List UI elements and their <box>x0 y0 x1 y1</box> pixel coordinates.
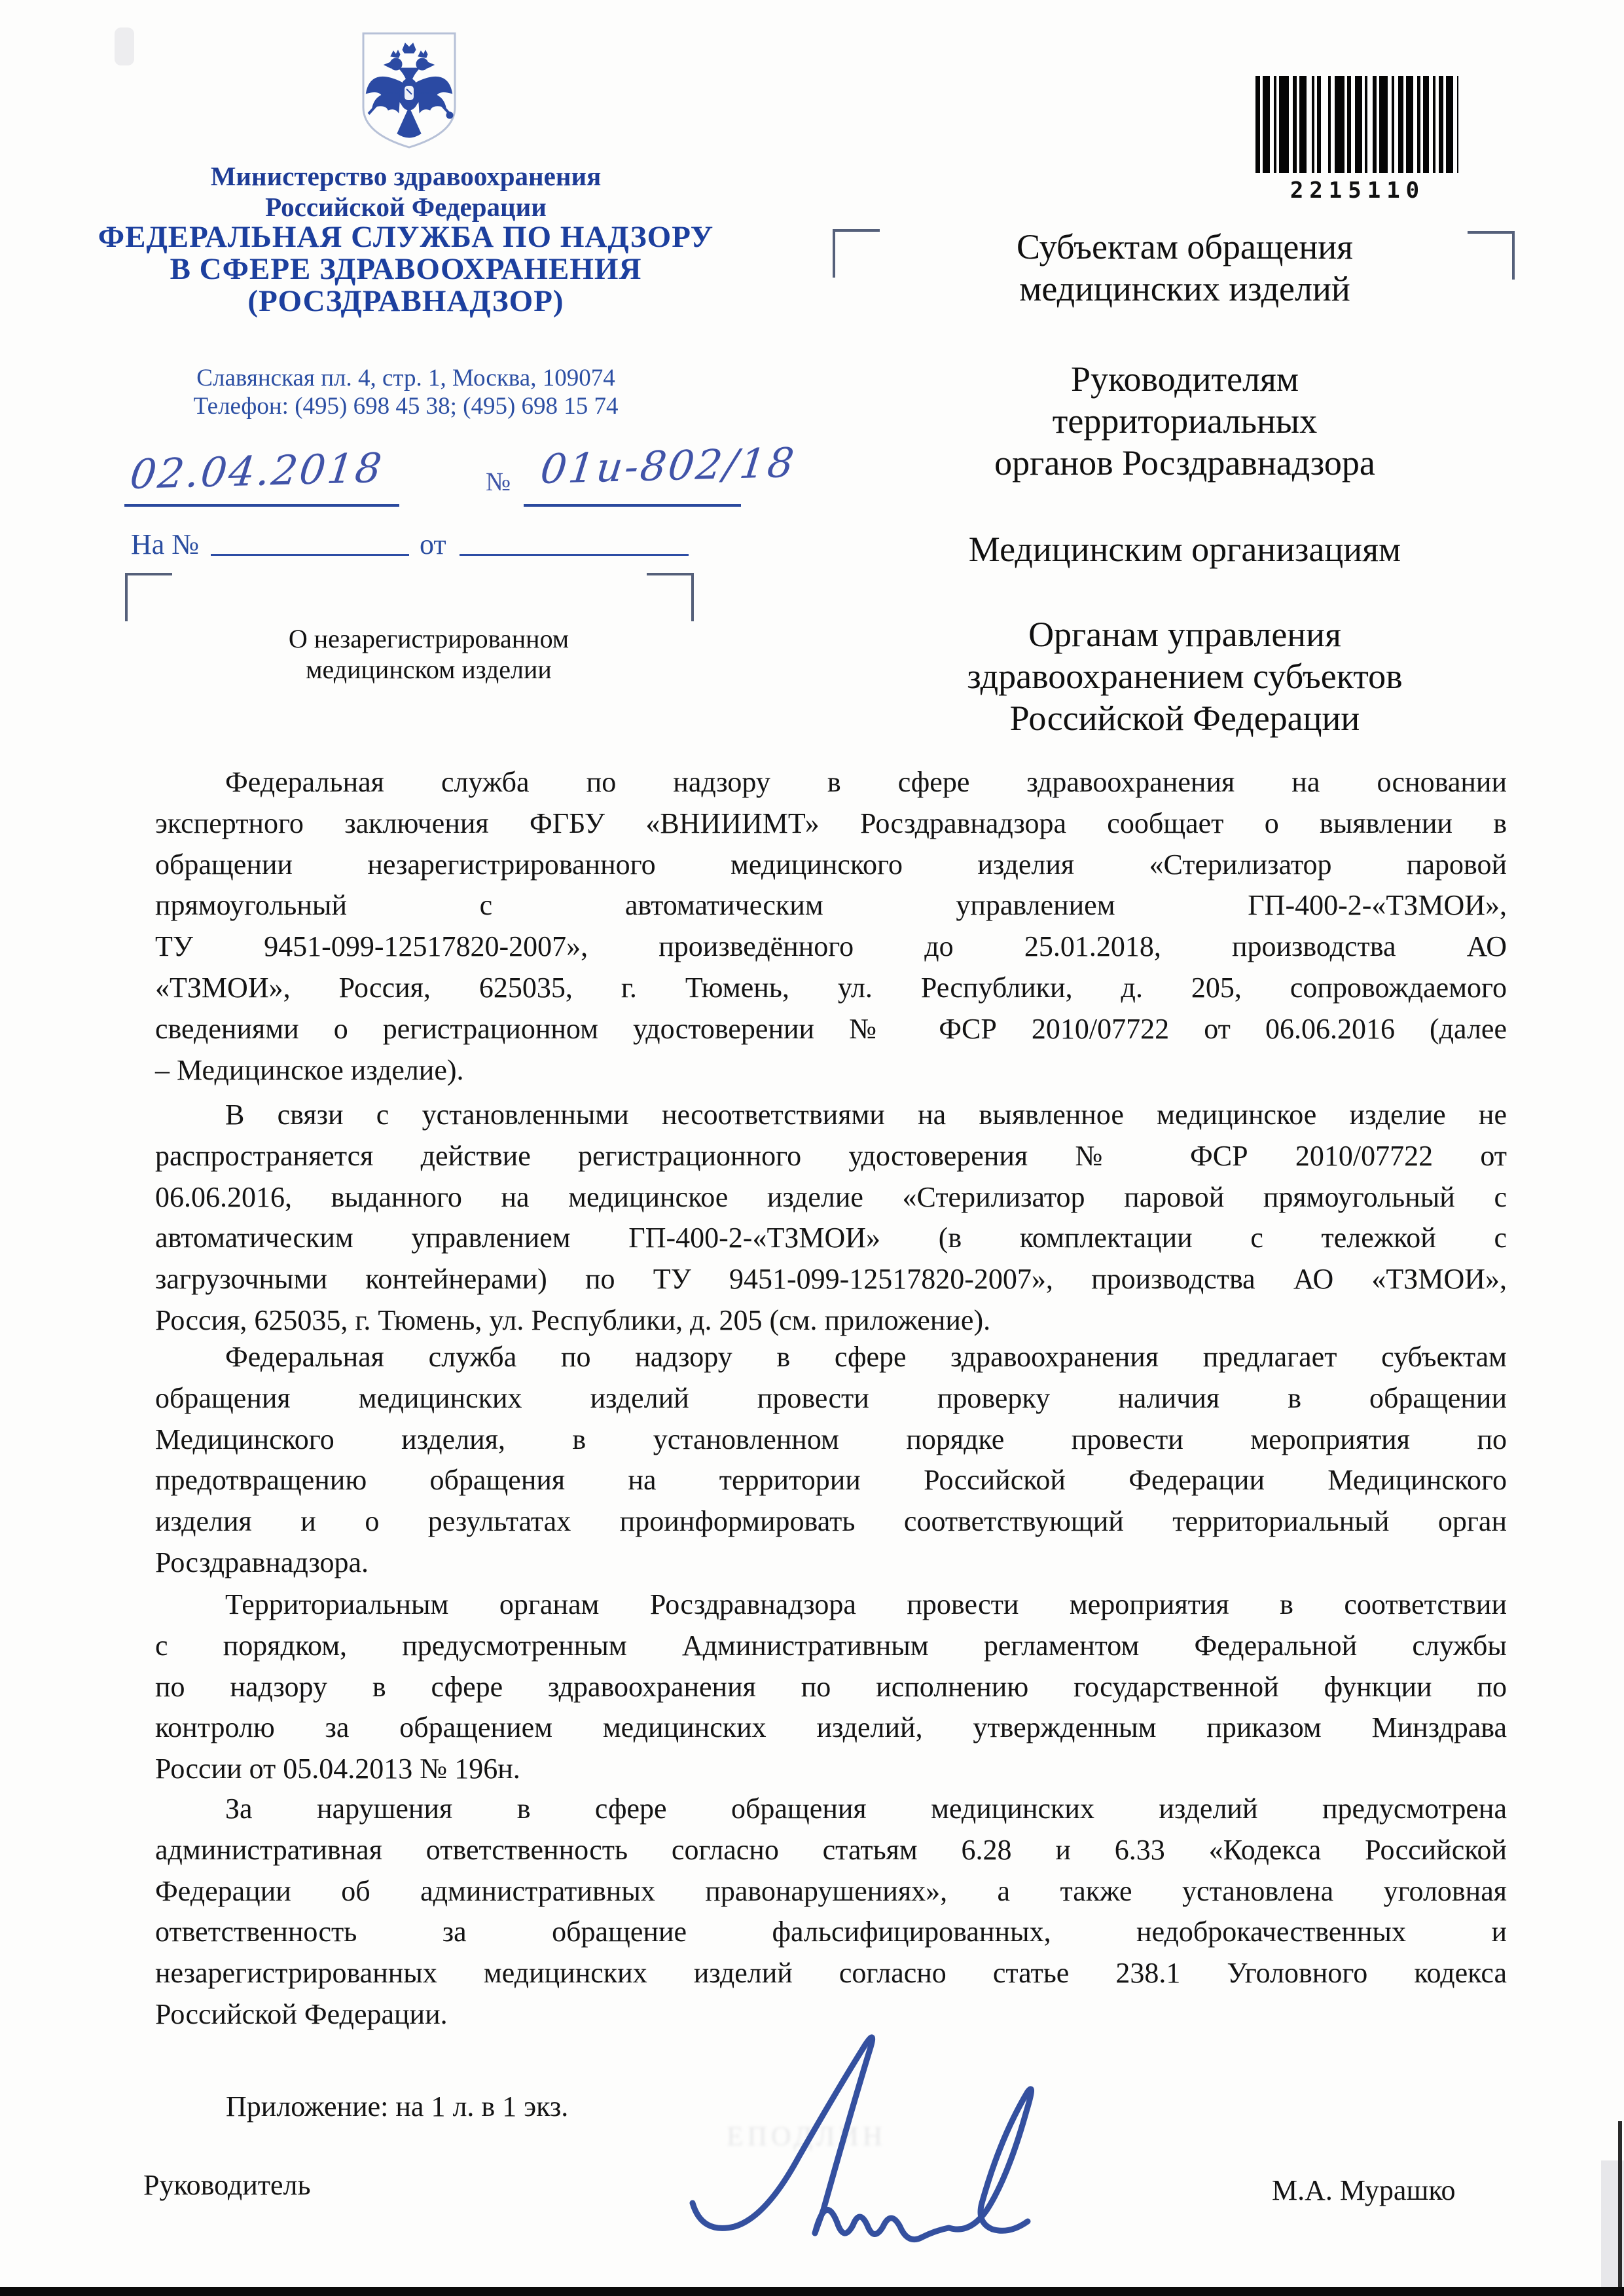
attachment-note: Приложение: на 1 л. в 1 экз. <box>226 2090 569 2123</box>
body-paragraph-3 <box>155 1340 1507 1587</box>
ministry-name <box>85 161 727 223</box>
body-line: по надзору в сфере здравоохранения по исполнению государственной функции по <box>155 1670 1507 1703</box>
body-line: административная ответственность согласно статьям 6.28 и 6.33 «Кодекса Российской <box>155 1833 1507 1866</box>
body-line: предотвращению обращения на территории Российской Федерации Медицинского <box>155 1464 1507 1497</box>
barcode-number: 2215110 <box>1290 177 1426 204</box>
scan-artifact-right-edge <box>1618 2121 1622 2287</box>
body-line: экспертного заключения ФГБУ «ВНИИИМТ» Росздравнадзора сообщает о выявлении в <box>155 807 1507 839</box>
recipient-line: медицинских изделий <box>1019 269 1350 308</box>
date-underline <box>124 504 399 507</box>
ministry-line1: Министерство здравоохранения <box>210 161 602 191</box>
body-line: 06.06.2016, выданного на медицинское изделие «Стерилизатор паровой прямоугольный с <box>155 1180 1507 1213</box>
body-line: обращении незарегистрированного медицинского изделия «Стерилизатор паровой <box>155 848 1507 881</box>
scan-artifact-blob <box>115 27 134 65</box>
body-line: с порядком, предусмотренным Административным регламентом Федеральной службы <box>155 1629 1507 1662</box>
ghost-stamp-artifact: ЕПОДЛИН <box>727 2122 887 2152</box>
body-line: Федеральная служба по надзору в сфере здравоохранения предлагает субъектам <box>225 1341 1507 1373</box>
body-line: ТУ 9451-099-12517820-2007», произведённого до 25.01.2018, производства АО <box>155 930 1507 963</box>
reply-from-line <box>460 554 689 556</box>
letterhead-phone: Телефон: (495) 698 45 38; (495) 698 15 74 <box>193 393 619 420</box>
reply-number-label: На № <box>131 528 200 560</box>
body-line: «ТЗМОИ», Россия, 625035, г. Тюмень, ул. Республики, д. 205, сопровождаемого <box>155 971 1507 1004</box>
recipient-line: Медицинским организациям <box>968 530 1401 569</box>
recipient-block-1 <box>871 226 1499 310</box>
body-line: Россия, 625035, г. Тюмень, ул. Республики, д. 205 (см. приложение). <box>155 1303 991 1336</box>
body-line: Российской Федерации. <box>155 1997 448 2030</box>
body-paragraph-5 <box>155 1792 1507 2039</box>
number-underline <box>524 504 741 507</box>
recipient-line: Российской Федерации <box>1009 699 1360 738</box>
body-paragraph-4 <box>155 1588 1507 1793</box>
body-line: За нарушения в сфере обращения медицинских изделий предусмотрена <box>225 1793 1507 1825</box>
body-line: – Медицинское изделие). <box>155 1053 464 1086</box>
recipient-line: территориальных <box>1052 401 1318 441</box>
signer-title: Руководитель <box>143 2169 311 2201</box>
signature-autograph <box>674 2013 1054 2262</box>
number-sign: № <box>486 467 511 496</box>
recipient-line: Органам управления <box>1028 615 1341 654</box>
body-line: Росздравнадзора. <box>155 1546 369 1578</box>
service-line3: (РОСЗДРАВНАДЗОР) <box>247 284 564 318</box>
signer-name: М.А. Мурашко <box>1272 2174 1456 2206</box>
recipient-block-4 <box>871 613 1499 739</box>
handwritten-date: 02.04.2018 <box>128 443 386 498</box>
reply-number-line <box>211 554 409 556</box>
body-line: загрузочными контейнерами) по ТУ 9451-099-12517820-2007», производства АО «ТЗМОИ», <box>155 1263 1507 1296</box>
body-line: Федеральная служба по надзору в сфере здравоохранения на основании <box>225 766 1507 798</box>
service-line2: В СФЕРЕ ЗДРАВООХРАНЕНИЯ <box>170 252 642 286</box>
body-line: Медицинского изделия, в установленном порядке провести мероприятия по <box>155 1423 1507 1455</box>
service-name <box>72 221 740 318</box>
body-line: Федерации об административных правонарушениях», а также установлена уголовная <box>155 1874 1507 1907</box>
body-line: изделия и о результатах проинформировать соответствующий территориальный орган <box>155 1505 1507 1538</box>
subject-line1: О незарегистрированном <box>288 624 569 653</box>
corner-mark <box>125 573 172 621</box>
body-line: России от 05.04.2013 № 196н. <box>155 1753 520 1785</box>
corner-mark <box>647 573 694 621</box>
subject-line2: медицинском изделии <box>306 655 552 684</box>
recipient-line: органов Росздравнадзора <box>994 443 1375 483</box>
service-line1: ФЕДЕРАЛЬНАЯ СЛУЖБА ПО НАДЗОРУ <box>98 220 714 254</box>
body-line: сведениями о регистрационном удостоверении № ФСР 2010/07722 от 06.06.2016 (далее <box>155 1012 1507 1045</box>
body-line: контролю за обращением медицинских изделий, утвержденным приказом Минздрава <box>155 1711 1507 1744</box>
body-line: прямоугольный с автоматическим управлением ГП-400-2-«ТЗМОИ», <box>155 889 1507 922</box>
body-line: распространяется действие регистрационного удостоверения № ФСР 2010/07722 от <box>155 1139 1507 1172</box>
body-line: незарегистрированных медицинских изделий согласно статье 238.1 Уголовного кодекса <box>155 1957 1507 1990</box>
body-paragraph-2 <box>155 1098 1507 1345</box>
coat-of-arms-icon <box>358 30 460 151</box>
recipient-block-3 <box>871 528 1499 570</box>
letterhead-address: Славянская пл. 4, стр. 1, Москва, 109074 <box>196 365 615 392</box>
recipient-line: Субъектам обращения <box>1016 227 1354 266</box>
recipient-block-2 <box>871 358 1499 484</box>
barcode <box>1255 76 1460 204</box>
body-line: обращения медицинских изделий провести проверку наличия в обращении <box>155 1381 1507 1414</box>
reply-from-label: от <box>420 528 446 560</box>
body-line: Территориальным органам Росздравнадзора провести мероприятия в соответствии <box>225 1588 1507 1620</box>
recipient-line: здравоохранением субъектов <box>967 657 1403 696</box>
body-line: автоматическим управлением ГП-400-2-«ТЗМОИ» (в комплектации с тележкой с <box>155 1222 1507 1254</box>
subject-block <box>232 623 625 685</box>
ministry-line2: Российской Федерации <box>265 192 547 222</box>
letterhead-contacts <box>85 364 727 420</box>
handwritten-number: 01и-802/18 <box>538 438 799 493</box>
body-paragraph-1 <box>155 765 1507 1094</box>
barcode-bars <box>1255 76 1458 173</box>
scan-artifact-bottom-bar <box>0 2287 1624 2296</box>
body-line: ответственность за обращение фальсифицированных, недоброкачественных и <box>155 1916 1507 1948</box>
recipient-line: Руководителям <box>1071 359 1299 399</box>
body-line: В связи с установленными несоответствиями на выявленное медицинское изделие не <box>225 1099 1507 1131</box>
